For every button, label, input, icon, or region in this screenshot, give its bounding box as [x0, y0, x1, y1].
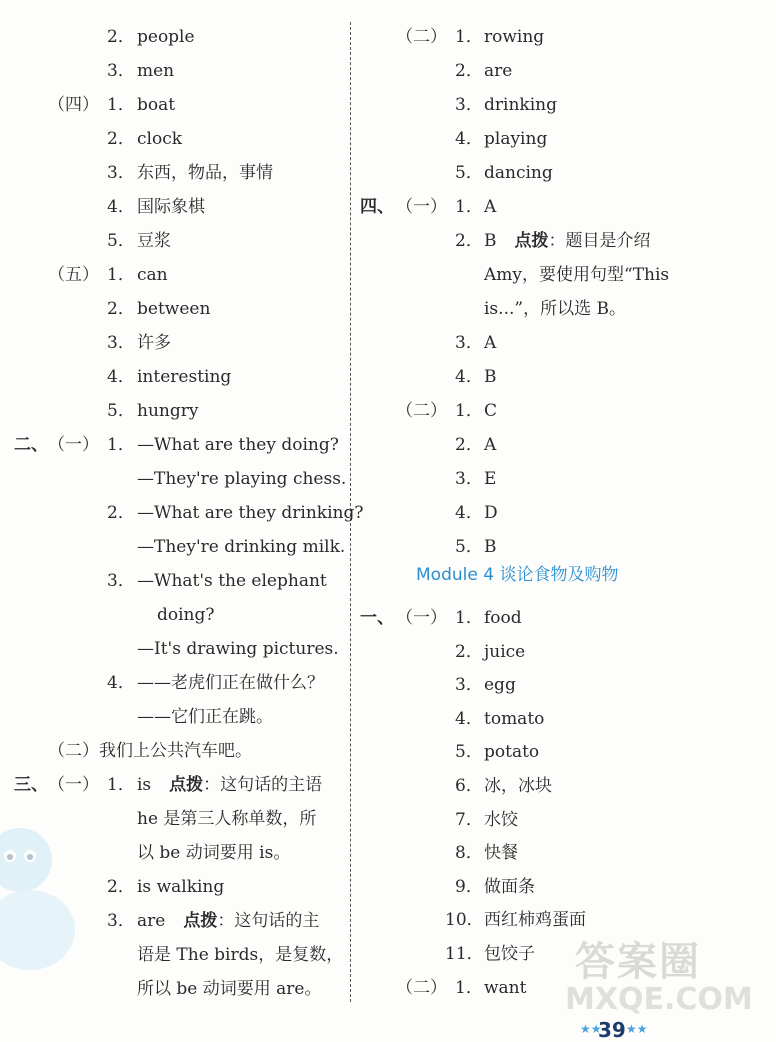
answer-value: food [484, 608, 522, 628]
answer-value: Amy，要使用句型“This [484, 265, 670, 285]
item-number: 3． [107, 163, 135, 183]
item-number: 3． [455, 95, 483, 115]
answer-text [137, 671, 324, 695]
subsection-label: （一） [48, 435, 99, 455]
answer-text [137, 637, 339, 661]
answer-text [137, 875, 224, 899]
hint-label: 点拨 [514, 231, 549, 251]
answer-value: 做面条 [484, 876, 535, 897]
item-number: 3． [107, 61, 135, 81]
subsection-label: （五） [48, 265, 99, 285]
answer-value: egg [484, 675, 516, 696]
hint-text: ：这句话的主 [217, 911, 320, 931]
answer-text [137, 773, 322, 797]
subsection-label: （二） [396, 401, 447, 421]
answer-text [137, 433, 339, 457]
answer-value: （二）我们上公共汽车吧。 [48, 741, 252, 761]
item-number: 2． [107, 299, 135, 319]
answer-text [484, 127, 547, 151]
answer-text [137, 297, 210, 321]
item-number: 7． [455, 809, 483, 830]
module-heading: Module 4 谈论食物及购物 [416, 565, 619, 585]
answer-value: doing? [157, 605, 215, 625]
answer-value: playing [484, 129, 548, 149]
answer-value: —They're playing chess. [137, 469, 347, 489]
answer-value: B [484, 537, 497, 557]
item-number: 5． [455, 163, 483, 183]
answer-text [484, 942, 535, 966]
item-number: 3． [107, 571, 135, 591]
answer-text [484, 93, 557, 117]
answer-value: 语是 The birds，是复数， [137, 945, 344, 965]
item-number: 2． [107, 27, 135, 47]
answer-value: clock [137, 129, 183, 149]
item-number: 2． [455, 435, 483, 455]
watermark-logo-text: 答案圈 [575, 939, 701, 985]
item-number: 5． [107, 401, 135, 421]
page-number: 39 [598, 1018, 626, 1042]
answer-value: 西红柿鸡蛋面 [484, 910, 586, 931]
item-number: 5． [455, 742, 483, 763]
star-icon: ★★ [580, 1022, 602, 1036]
answer-value: 许多 [137, 333, 171, 353]
answer-text [484, 297, 626, 321]
item-number: 1． [455, 977, 483, 998]
watermark-url: MXQE.COM [565, 982, 753, 1017]
answer-value: hungry [137, 401, 199, 421]
hint-text: ：题目是介绍 [548, 231, 651, 251]
answer-value: D [484, 503, 498, 523]
answer-text [484, 229, 651, 253]
answer-value: are [137, 911, 166, 931]
answer-text [484, 535, 497, 559]
answer-value: 豆浆 [137, 231, 171, 251]
star-icon: ★★ [626, 1022, 648, 1036]
answer-text [484, 25, 544, 49]
answer-value: 快餐 [484, 843, 518, 864]
section-number: 一、 [360, 608, 394, 628]
subsection-label: （二） [396, 977, 447, 998]
answer-value: —It's drawing pictures. [137, 639, 339, 659]
answer-text [137, 399, 198, 423]
item-number: 4． [455, 129, 483, 149]
answer-value: boat [137, 95, 176, 115]
item-number: 6． [455, 776, 483, 796]
answer-text [137, 501, 363, 525]
answer-value: drinking [484, 95, 557, 115]
answer-text [137, 195, 205, 219]
answer-text [137, 331, 171, 355]
item-number: 1． [107, 95, 135, 115]
answer-text [484, 841, 518, 865]
answer-value: 以 be 动词要用 is。 [137, 843, 291, 863]
item-number: 11． [445, 944, 484, 964]
answer-text [137, 705, 273, 729]
item-number: 8． [455, 843, 483, 864]
answer-value: —What are they doing? [137, 435, 339, 455]
answer-text [484, 365, 497, 389]
subsection-label: （一） [396, 197, 447, 217]
answer-value: E [484, 469, 497, 489]
subsection-label: （一） [48, 775, 99, 795]
item-number: 2． [107, 503, 135, 523]
item-number: 2． [107, 877, 135, 897]
answer-value: juice [484, 641, 526, 662]
answer-text [137, 909, 319, 933]
item-number: 1． [455, 401, 483, 421]
answer-value: 国际象棋 [137, 197, 205, 217]
answer-text [137, 569, 327, 593]
answer-text [137, 59, 174, 83]
answer-value: is [137, 775, 152, 795]
answer-value: C [484, 401, 498, 421]
answer-text [137, 841, 290, 865]
answer-value: between [137, 299, 211, 319]
mascot-illustration [0, 820, 80, 970]
answer-value: —What are they drinking? [137, 503, 364, 523]
subsection-label: （四） [48, 95, 99, 115]
answer-text [137, 467, 346, 491]
answer-value: A [484, 333, 497, 353]
item-number: 4． [107, 197, 135, 217]
answer-value: tomato [484, 708, 545, 729]
item-number: 1． [455, 608, 483, 628]
item-number: 3． [107, 911, 135, 931]
answer-text [484, 673, 516, 697]
answer-text [137, 25, 195, 49]
item-number: 4． [107, 367, 135, 387]
answer-value: rowing [484, 27, 545, 47]
subsection-label: （二） [396, 27, 447, 47]
item-number: 5． [455, 537, 483, 557]
answer-text [484, 195, 496, 219]
answer-value: dancing [484, 163, 553, 183]
item-number: 4． [455, 367, 483, 387]
answer-text [484, 808, 518, 832]
answer-value: are [484, 61, 513, 81]
answer-value: —What's the elephant [137, 571, 327, 591]
item-number: 1． [107, 265, 135, 285]
answer-text [137, 535, 345, 559]
answer-text [484, 640, 525, 664]
item-number: 4． [455, 503, 483, 523]
watermark [545, 930, 770, 1025]
answer-text [484, 774, 552, 798]
answer-text [137, 943, 343, 967]
answer-text [137, 93, 175, 117]
hint-label: 点拨 [169, 775, 204, 795]
hint-text: ：这句话的主语 [203, 775, 323, 795]
section-number: 二、 [14, 435, 48, 455]
answer-value: 所以 be 动词要用 are。 [137, 979, 322, 999]
answer-value: is walking [137, 877, 225, 897]
item-number: 1． [455, 27, 483, 47]
item-number: 1． [107, 775, 135, 795]
answer-text [484, 740, 539, 764]
item-number: 5． [107, 231, 135, 251]
answer-value: B [484, 231, 497, 251]
answer-value: —They're drinking milk. [137, 537, 346, 557]
section-number: 四、 [360, 197, 394, 217]
answer-text [484, 908, 586, 932]
answer-text [484, 331, 496, 355]
answer-value: men [137, 61, 175, 81]
item-number: 3． [107, 333, 135, 353]
answer-text [484, 433, 496, 457]
answer-text [484, 161, 553, 185]
subsection-label: （一） [396, 608, 447, 628]
item-number: 1． [455, 197, 483, 217]
item-number: 2． [107, 129, 135, 149]
answer-value: A [484, 197, 497, 217]
answer-value: ——老虎们正在做什么？ [137, 673, 324, 693]
item-number: 10． [445, 910, 484, 931]
answer-value: potato [484, 742, 540, 763]
answer-value: B [484, 367, 497, 387]
answer-text [484, 467, 496, 491]
answer-text [137, 365, 231, 389]
hint-label: 点拨 [183, 911, 218, 931]
answer-value: he 是第三人称单数，所 [137, 809, 317, 829]
answer-text [157, 603, 215, 627]
item-number: 4． [455, 708, 483, 729]
answer-text [484, 399, 497, 423]
answer-value: people [137, 27, 195, 47]
item-number: 2． [455, 231, 483, 251]
answer-text [484, 875, 535, 899]
section-number: 三、 [14, 775, 48, 795]
answer-text [137, 977, 321, 1001]
answer-value: can [137, 265, 168, 285]
answer-value: 水饺 [484, 809, 518, 830]
answer-text [137, 161, 273, 185]
answer-text [137, 807, 316, 831]
answer-text [137, 127, 182, 151]
answer-value: want [484, 977, 527, 998]
answer-text [48, 739, 252, 763]
answer-value: interesting [137, 367, 232, 387]
answer-text [484, 59, 512, 83]
answer-text [137, 229, 171, 253]
answer-text [484, 976, 526, 1000]
answer-value: 包饺子 [484, 944, 535, 964]
answer-text [484, 263, 669, 287]
item-number: 9． [455, 876, 483, 897]
answer-value: A [484, 435, 497, 455]
item-number: 3． [455, 333, 483, 353]
item-number: 3． [455, 675, 483, 696]
item-number: 1． [107, 435, 135, 455]
answer-text [484, 501, 498, 525]
answer-value: is...”，所以选 B。 [484, 299, 626, 319]
answer-value: ——它们正在跳。 [137, 707, 273, 727]
answer-text [484, 707, 544, 731]
item-number: 4． [107, 673, 135, 693]
answer-text [484, 606, 522, 630]
answer-text [137, 263, 168, 287]
item-number: 2． [455, 641, 483, 662]
item-number: 2． [455, 61, 483, 81]
answer-value: 冰，冰块 [484, 776, 552, 796]
answer-value: 东西，物品，事情 [137, 163, 273, 183]
item-number: 3． [455, 469, 483, 489]
